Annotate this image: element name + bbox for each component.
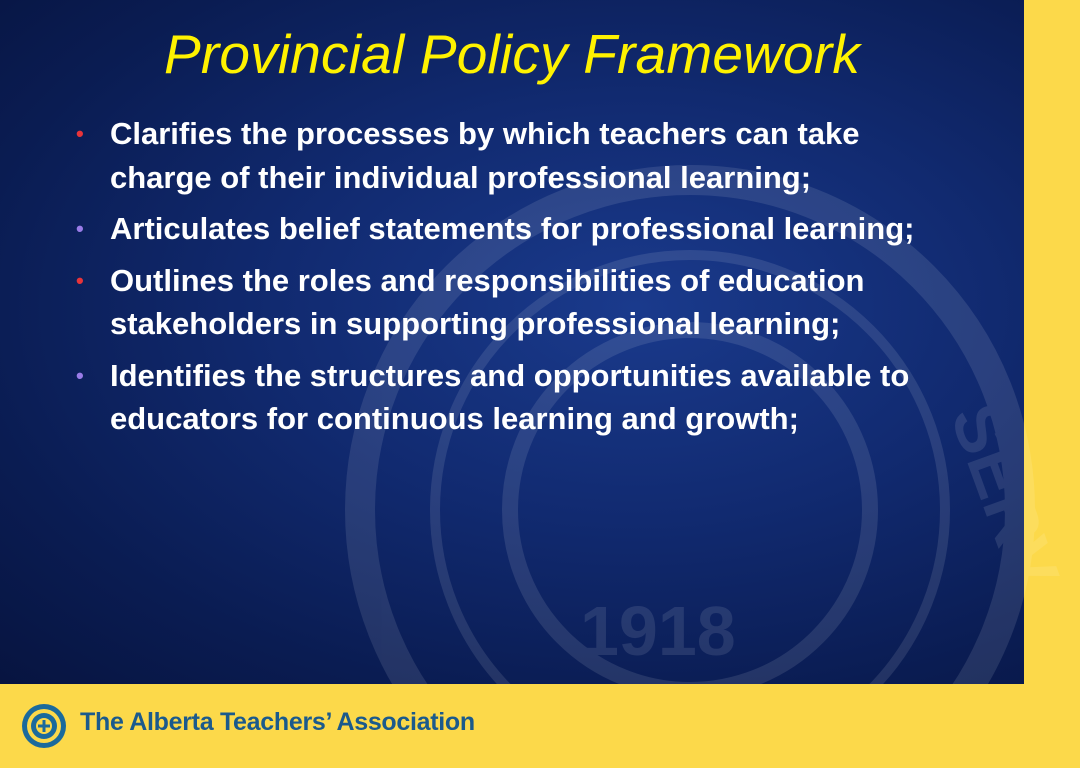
bullet-item [70,259,950,346]
bullet-text: Clarifies the processes by which teachers can take charge of their individual professional learning; [110,116,860,195]
bullet-item [70,354,950,441]
bullet-dot-icon: • [76,216,84,241]
bullet-dot-icon: • [76,121,84,146]
bullet-text: Outlines the roles and responsibilities of education stakeholders in supporting professional learning; [110,262,865,341]
bullet-text: Articulates belief statements for professional learning; [110,211,915,246]
bullet-dot-icon: • [76,362,84,388]
bullet-item [70,112,950,199]
watermark-text: SERV [935,393,1074,599]
watermark-year: 1918 [580,592,736,670]
bullet-dot-icon: • [76,267,84,293]
organization-name: The Alberta Teachers’ Association [80,708,475,736]
ata-seal-icon [20,702,68,750]
bullet-text: Identifies the structures and opportunities available to educators for continuous learning and growth; [110,357,910,436]
slide-title: Provincial Policy Framework [163,23,861,85]
bullet-item [70,207,950,251]
bullet-list [70,112,950,449]
